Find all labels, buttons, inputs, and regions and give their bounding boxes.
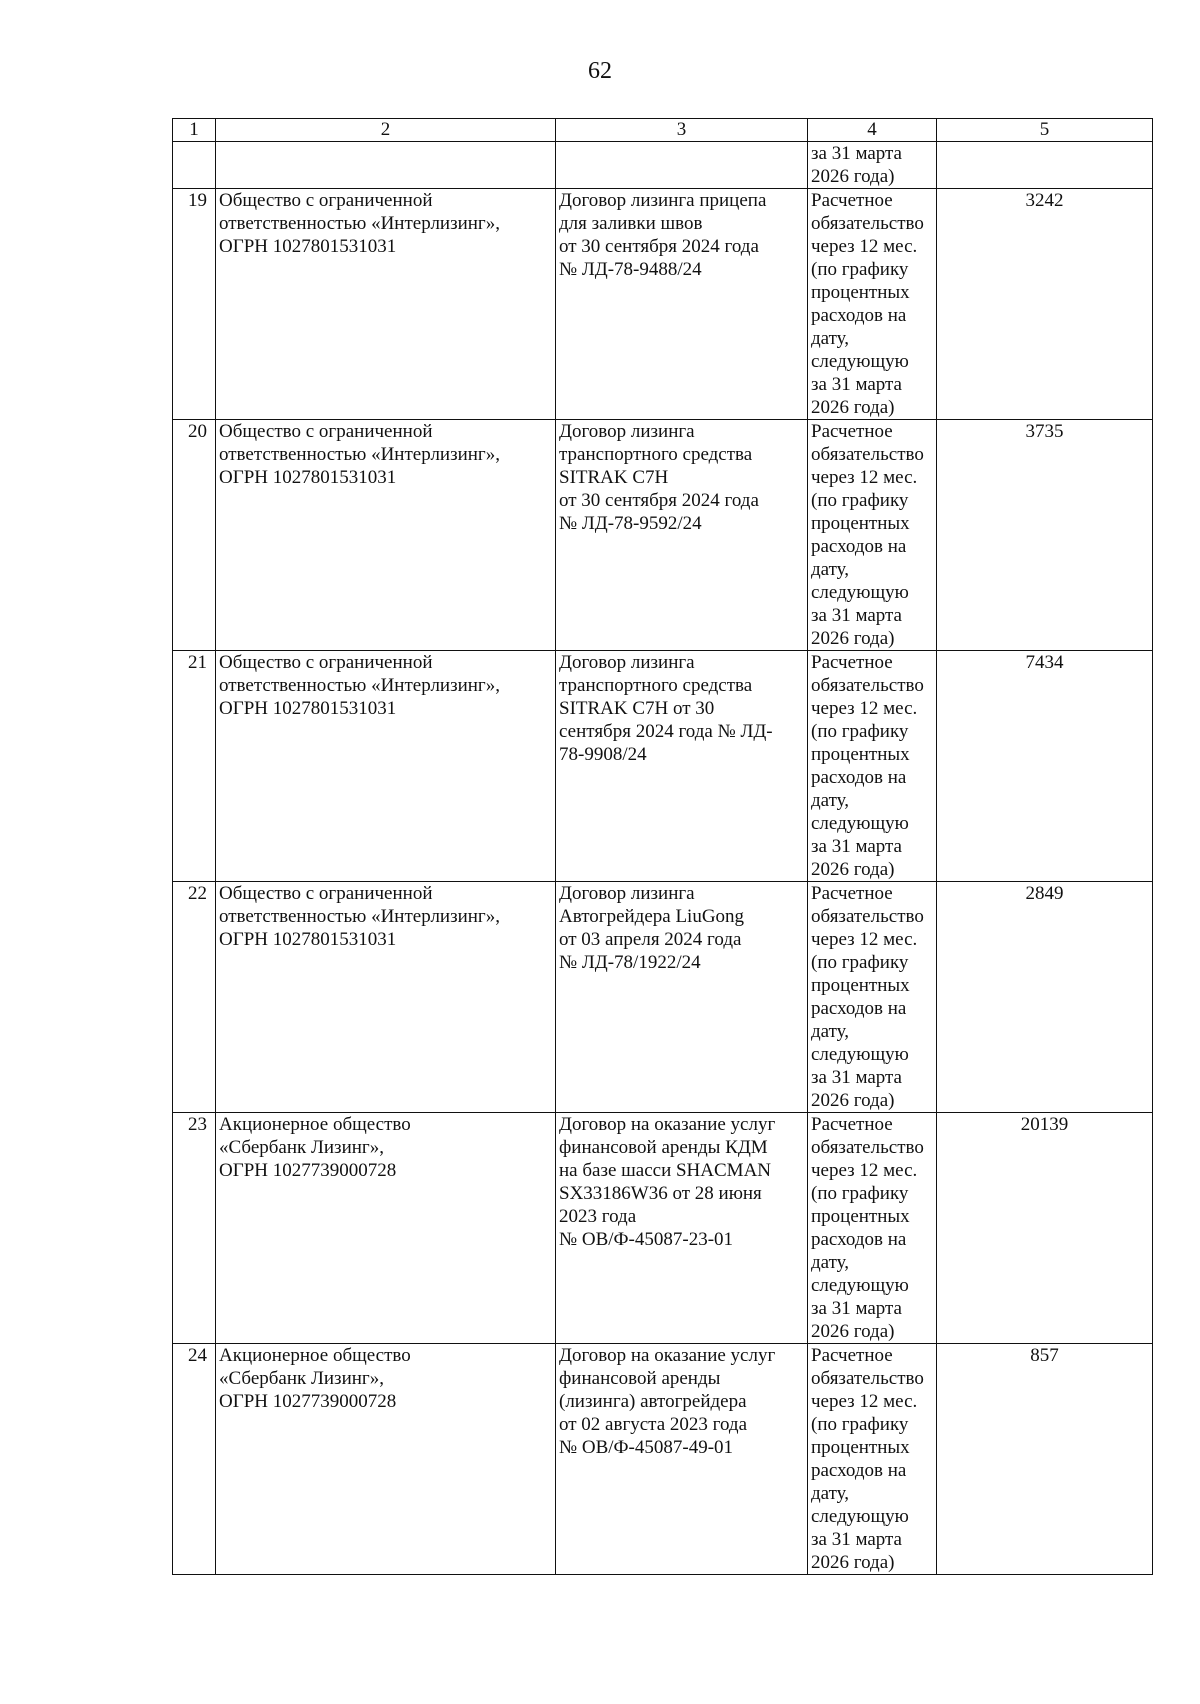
row-number-cell: 24 — [173, 1344, 216, 1575]
amount-cell: 7434 — [937, 651, 1153, 882]
amount-cell: 857 — [937, 1344, 1153, 1575]
contract-cell: Договор лизинга транспортного средства SITRAK C7H от 30 сентября 2024 года № ЛД-78-9592/24 — [556, 420, 808, 651]
row-number-cell: 22 — [173, 882, 216, 1113]
contract-cell: Договор на оказание услуг финансовой аренды (лизинга) автогрейдера от 02 августа 2023 года № ОВ/Ф-45087-49-01 — [556, 1344, 808, 1575]
term-cell: Расчетное обязательство через 12 мес. (по графику процентных расходов на дату, следующую за 31 марта 2026 года) — [808, 1344, 937, 1575]
column-header: 3 — [556, 119, 808, 142]
table-row — [173, 1113, 1153, 1344]
leasing-obligations-table — [172, 118, 1153, 1575]
organization-cell: Акционерное общество «Сбербанк Лизинг», ОГРН 1027739000728 — [216, 1344, 556, 1575]
organization-cell: Общество с ограниченной ответственностью «Интерлизинг», ОГРН 1027801531031 — [216, 882, 556, 1113]
amount-cell: 3735 — [937, 420, 1153, 651]
contract-cell: Договор лизинга прицепа для заливки швов от 30 сентября 2024 года № ЛД-78-9488/24 — [556, 189, 808, 420]
column-header: 2 — [216, 119, 556, 142]
term-cell: Расчетное обязательство через 12 мес. (по графику процентных расходов на дату, следующую за 31 марта 2026 года) — [808, 1113, 937, 1344]
table-row — [173, 420, 1153, 651]
table-row — [173, 651, 1153, 882]
contract-cell — [556, 142, 808, 189]
row-number-cell: 21 — [173, 651, 216, 882]
organization-cell — [216, 142, 556, 189]
table-row — [173, 882, 1153, 1113]
column-header: 4 — [808, 119, 937, 142]
continuation-row — [173, 142, 1153, 189]
row-number-cell: 20 — [173, 420, 216, 651]
term-cell: за 31 марта 2026 года) — [808, 142, 937, 189]
organization-cell: Общество с ограниченной ответственностью «Интерлизинг», ОГРН 1027801531031 — [216, 420, 556, 651]
amount-cell: 20139 — [937, 1113, 1153, 1344]
column-header: 5 — [937, 119, 1153, 142]
row-number-cell: 23 — [173, 1113, 216, 1344]
table-row — [173, 1344, 1153, 1575]
term-cell: Расчетное обязательство через 12 мес. (по графику процентных расходов на дату, следующую за 31 марта 2026 года) — [808, 420, 937, 651]
amount-cell — [937, 142, 1153, 189]
column-header: 1 — [173, 119, 216, 142]
amount-cell: 3242 — [937, 189, 1153, 420]
row-number-cell — [173, 142, 216, 189]
amount-cell: 2849 — [937, 882, 1153, 1113]
row-number-cell: 19 — [173, 189, 216, 420]
term-cell: Расчетное обязательство через 12 мес. (по графику процентных расходов на дату, следующую за 31 марта 2026 года) — [808, 189, 937, 420]
page-number: 62 — [588, 58, 612, 84]
organization-cell: Акционерное общество «Сбербанк Лизинг», ОГРН 1027739000728 — [216, 1113, 556, 1344]
table-row — [173, 189, 1153, 420]
contract-cell: Договор лизинга транспортного средства SITRAK C7H от 30 сентября 2024 года № ЛД- 78-9908/24 — [556, 651, 808, 882]
term-cell: Расчетное обязательство через 12 мес. (по графику процентных расходов на дату, следующую за 31 марта 2026 года) — [808, 651, 937, 882]
organization-cell: Общество с ограниченной ответственностью «Интерлизинг», ОГРН 1027801531031 — [216, 651, 556, 882]
organization-cell: Общество с ограниченной ответственностью «Интерлизинг», ОГРН 1027801531031 — [216, 189, 556, 420]
contract-cell: Договор лизинга Автогрейдера LiuGong от 03 апреля 2024 года № ЛД-78/1922/24 — [556, 882, 808, 1113]
table-header-row — [173, 119, 1153, 142]
contract-cell: Договор на оказание услуг финансовой аренды КДМ на базе шасси SHACMAN SX33186W36 от 28 июня 2023 года № ОВ/Ф-45087-23-01 — [556, 1113, 808, 1344]
term-cell: Расчетное обязательство через 12 мес. (по графику процентных расходов на дату, следующую за 31 марта 2026 года) — [808, 882, 937, 1113]
